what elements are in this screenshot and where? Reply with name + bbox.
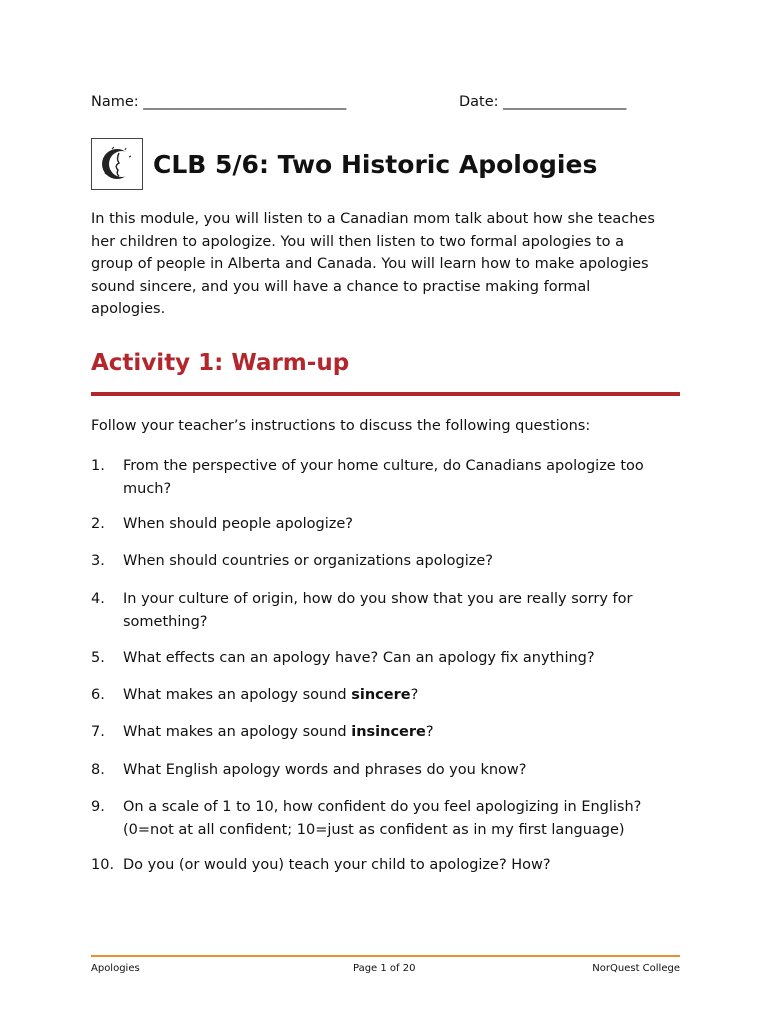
name-field <box>91 94 346 110</box>
section-heading: Activity 1: Warm-up <box>91 350 350 376</box>
question-text: In your culture of origin, how do you show that you are really sorry for something? <box>123 591 633 630</box>
crescent-moon-face-icon <box>91 138 143 190</box>
name-label: Name: <box>91 94 139 110</box>
question-number: 3. <box>91 553 105 569</box>
question-number: 8. <box>91 762 105 778</box>
footer-organization: NorQuest College <box>592 963 680 974</box>
question-text: When should countries or organizations apologize? <box>123 553 493 569</box>
question-number: 2. <box>91 516 105 532</box>
question-number: 4. <box>91 591 105 607</box>
question-text-before: What makes an apology sound <box>123 724 352 740</box>
date-label: Date: <box>459 94 499 110</box>
question-text: Do you (or would you) teach your child to apologize? How? <box>123 857 551 873</box>
question-number: 9. <box>91 799 105 815</box>
question-text <box>123 721 681 744</box>
question-text-line2: (0=not at all confident; 10=just as confident as in my first language) <box>123 821 625 838</box>
instructions-text: Follow your teacher’s instructions to discuss the following questions: <box>91 418 591 434</box>
name-blank-line: ____________________________ <box>143 94 347 110</box>
question-text: When should people apologize? <box>123 516 353 532</box>
question-number: 6. <box>91 687 105 703</box>
question-number: 7. <box>91 724 105 740</box>
date-field <box>459 94 626 110</box>
date-blank-line: _________________ <box>503 94 627 110</box>
page-title: CLB 5/6: Two Historic Apologies <box>153 150 598 179</box>
question-text <box>123 796 681 841</box>
question-number: 5. <box>91 650 105 666</box>
question-number: 1. <box>91 458 105 474</box>
question-text: What effects can an apology have? Can an apology fix anything? <box>123 650 595 666</box>
key-term: insincere <box>351 724 426 740</box>
key-term: sincere <box>351 687 411 703</box>
question-text-after: ? <box>410 687 419 703</box>
footer-page-number: Page 1 of 20 <box>353 963 416 974</box>
intro-paragraph: In this module, you will listen to a Canadian mom talk about how she teaches her children to apologize. You will then listen to two formal apologies to a group of people in Alberta and Canada. You will learn how to make apologies sound sincere, and you will have a chance to practise making formal apologies. <box>91 211 655 317</box>
question-text: From the perspective of your home culture, do Canadians apologize too much? <box>123 458 644 497</box>
question-text-before: What makes an apology sound <box>123 687 352 703</box>
footer-divider <box>91 955 680 957</box>
section-divider <box>91 392 680 396</box>
question-text-line1: On a scale of 1 to 10, how confident do you feel apologizing in English? <box>123 799 642 815</box>
footer-module-name: Apologies <box>91 963 140 974</box>
title-block <box>91 138 691 196</box>
question-number: 10. <box>91 857 115 873</box>
question-text: What English apology words and phrases do you know? <box>123 762 527 778</box>
question-text-after: ? <box>425 724 434 740</box>
question-text <box>123 684 681 707</box>
